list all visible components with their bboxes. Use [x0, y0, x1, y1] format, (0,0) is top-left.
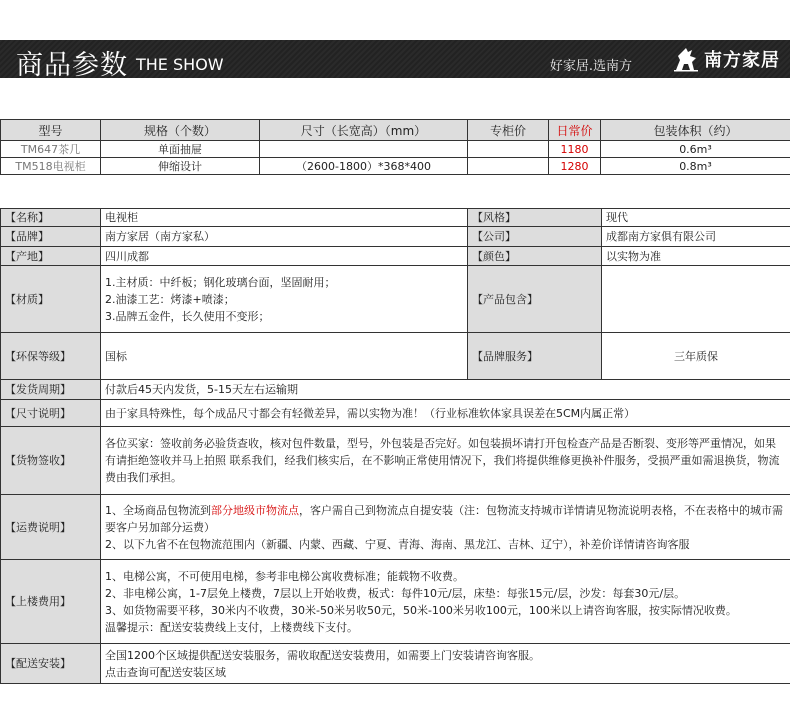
value-install	[101, 644, 790, 684]
freight-highlight: 部分地级市物流点	[211, 503, 299, 517]
label-install: 【配送安装】	[1, 644, 101, 684]
label-includes: 【产品包含】	[468, 266, 602, 333]
product-table	[0, 119, 790, 175]
brand-logo	[672, 46, 780, 72]
cell-daily-price: 1280	[549, 158, 601, 175]
value-company: 成都南方家俱有限公司	[602, 227, 790, 247]
banner-slogan: 好家居.选南方	[549, 59, 632, 74]
material-line: 1.主材质：中纤板；钢化玻璃台面，坚固耐用；	[105, 275, 336, 289]
value-size-note: 由于家具特殊性，每个成品尺寸都会有轻微差异，需以实物为准！（行业标准软体家具误差在5CM内属正常）	[101, 400, 790, 427]
value-service: 三年质保	[602, 333, 790, 380]
stairs-line: 1、电梯公寓，不可使用电梯，参考非电梯公寓收费标准；能载物不收费。	[105, 569, 464, 583]
stairs-line: 2、非电梯公寓，1-7层免上楼费，7层以上开始收费，板式：每件10元/层，床垫：每张15元/层，沙发：每套30元/层。	[105, 586, 686, 600]
label-origin: 【产地】	[1, 247, 101, 266]
freight-line-2: 2、以下九省不在包物流范围内（新疆、内蒙、西藏、宁夏、青海、海南、黑龙江、吉林、辽宁），补差价详情请咨询客服	[105, 537, 690, 551]
value-shipping: 付款后45天内发货，5-15天左右运输期	[101, 380, 790, 400]
value-style: 现代	[602, 209, 790, 227]
cell-volume: 0.6m³	[601, 141, 790, 158]
freight-text-a: 1、全场商品包物流到	[105, 503, 211, 517]
label-receipt: 【货物签收】	[1, 427, 101, 495]
col-header-daily-price: 日常价	[549, 120, 601, 141]
value-stairs	[101, 560, 790, 644]
value-eco: 国标	[101, 333, 468, 380]
cell-spec: 单面抽屉	[101, 141, 260, 158]
label-material: 【材质】	[1, 266, 101, 333]
value-color: 以实物为准	[602, 247, 790, 266]
cell-model: TM518电视柜	[1, 158, 101, 175]
stairs-line: 3、如货物需要平移，30米内不收费，30米-50米另收50元，50米-100米另收100元，100米以上请咨询客服，按实际情况收费。	[105, 603, 737, 617]
cell-counter-price	[468, 158, 549, 175]
banner-subtitle: THE SHOW	[136, 55, 224, 74]
freight-text-b: ，客户需自己到物流点自提安装（注：包物流支持城市详情请见物流说明表格，不在表格中的城市需要客户另加部分运费）	[105, 503, 783, 534]
col-header-model: 型号	[1, 120, 101, 141]
material-line: 2.油漆工艺：烤漆+喷漆；	[105, 292, 235, 306]
value-name: 电视柜	[101, 209, 468, 227]
horse-logo-icon	[672, 46, 700, 72]
label-shipping: 【发货周期】	[1, 380, 101, 400]
table-header-row	[1, 120, 790, 141]
value-origin: 四川成都	[101, 247, 468, 266]
cell-daily-price: 1180	[549, 141, 601, 158]
label-freight: 【运费说明】	[1, 495, 101, 560]
stairs-line: 温馨提示：配送安装费线上支付，上楼费线下支付。	[105, 620, 358, 634]
label-stairs: 【上楼费用】	[1, 560, 101, 644]
header-banner	[0, 40, 790, 81]
label-size-note: 【尺寸说明】	[1, 400, 101, 427]
cell-model: TM647茶几	[1, 141, 101, 158]
install-line: 全国1200个区域提供配送安装服务，需收取配送安装费用，如需要上门安装请咨询客服。	[105, 648, 540, 662]
table-row	[1, 158, 790, 175]
label-color: 【颜色】	[468, 247, 602, 266]
value-includes	[602, 266, 790, 333]
value-freight	[101, 495, 790, 560]
value-receipt: 各位买家：签收前务必验货查收，核对包件数量，型号，外包装是否完好。如包装损坏请打开包检查产品是否断裂、变形等严重情况，如果有请拒绝签收并马上拍照 联系我们，经我们核实后，在不影响正常使用情况下，我们将提供维修更换补件服务，受损严重如需退换货，物流费由我们承担。	[101, 427, 790, 495]
label-brand: 【品牌】	[1, 227, 101, 247]
banner-title: 商品参数	[16, 50, 128, 81]
label-style: 【风格】	[468, 209, 602, 227]
label-name: 【名称】	[1, 209, 101, 227]
install-area-link[interactable]: 点击查询可配送安装区域	[105, 665, 226, 679]
label-company: 【公司】	[468, 227, 602, 247]
material-line: 3.品牌五金件，长久使用不变形；	[105, 309, 270, 323]
cell-spec: 伸缩设计	[101, 158, 260, 175]
value-material	[101, 266, 468, 333]
col-header-size: 尺寸（长宽高）（mm）	[260, 120, 468, 141]
col-header-counter-price: 专柜价	[468, 120, 549, 141]
logo-text: 南方家居	[704, 50, 780, 71]
col-header-volume: 包装体积（约）	[601, 120, 790, 141]
label-eco: 【环保等级】	[1, 333, 101, 380]
spec-table	[0, 208, 790, 684]
cell-counter-price	[468, 141, 549, 158]
cell-size	[260, 141, 468, 158]
cell-size: （2600-1800）*368*400	[260, 158, 468, 175]
table-row	[1, 141, 790, 158]
col-header-spec: 规格（个数）	[101, 120, 260, 141]
cell-volume: 0.8m³	[601, 158, 790, 175]
value-brand: 南方家居（南方家私）	[101, 227, 468, 247]
label-service: 【品牌服务】	[468, 333, 602, 380]
